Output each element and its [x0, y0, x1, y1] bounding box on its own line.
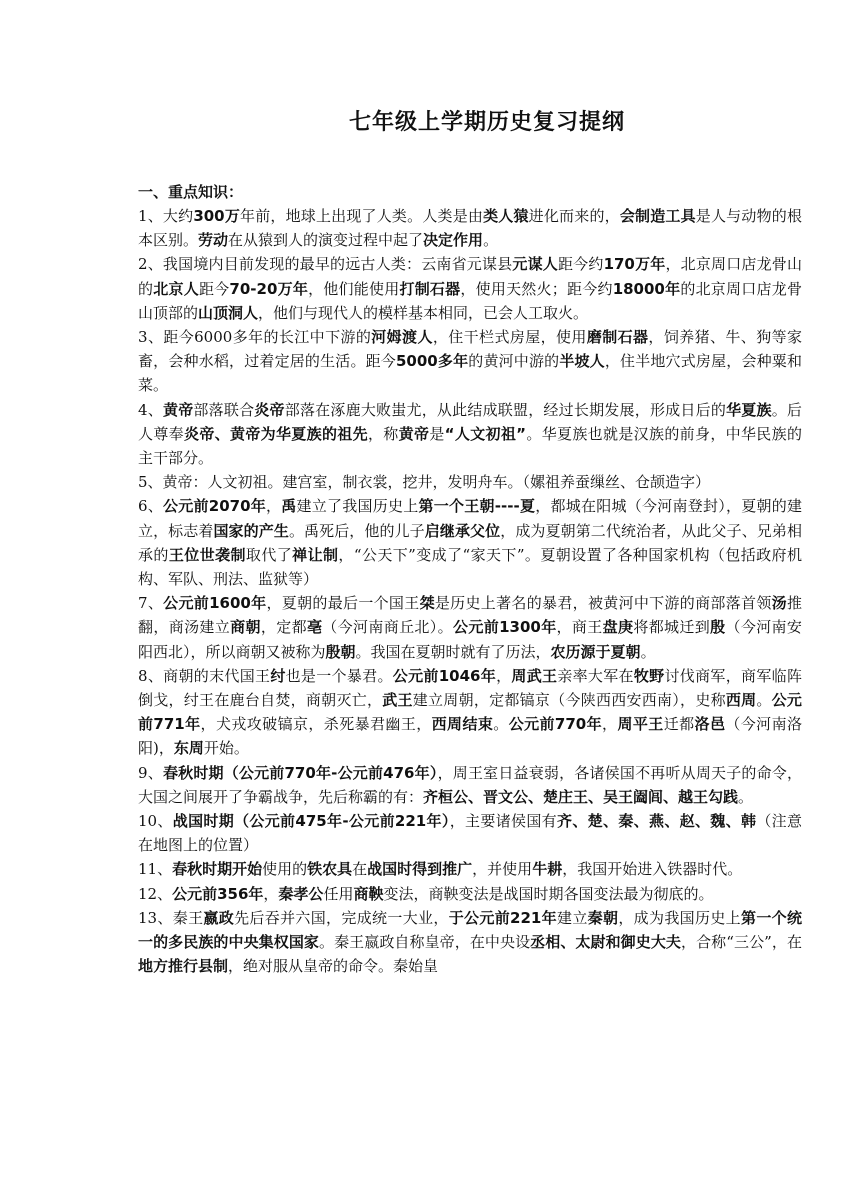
bold-text: 商鞅	[353, 884, 384, 903]
bold-text: 类人猿	[483, 207, 529, 225]
bold-text: 半坡人	[559, 352, 605, 371]
text-run: ，“公天下”变成了“家天下”。夏朝设置了各种国家机构（包括政府机构、军队、刑法、监狱等）	[138, 545, 802, 589]
bold-text: 河姆渡人	[371, 328, 433, 347]
text-run: 。秦王嬴政自称皇帝，在中央设	[319, 933, 531, 952]
text-run: 。	[483, 231, 499, 250]
bold-text: 齐桓公、晋文公、楚庄王、吴王阖闾、越王勾践	[423, 787, 739, 806]
bold-text: 于公元前221年	[448, 908, 557, 927]
bold-text: 黄帝	[398, 424, 430, 443]
bold-text: 黄帝	[162, 400, 194, 419]
text-run: 开始。	[203, 739, 249, 758]
bold-text: “人文初祖”	[444, 424, 527, 443]
text-run: （今河南洛阳)，	[138, 715, 802, 758]
bold-text: 公元前771年	[138, 691, 802, 734]
text-run: 。华夏族也就是汉族的前身，中华民族的主干部分。	[138, 424, 802, 468]
text-run: 的北京周口店龙骨山顶部的	[138, 279, 802, 322]
bold-text: 西周结束	[431, 715, 494, 734]
text-run: 任用	[323, 884, 354, 903]
text-run: 建立	[557, 908, 588, 927]
text-run: ，都城在阳城（今河南登封），夏朝的建立，标志着	[138, 497, 802, 540]
item-list	[138, 204, 802, 979]
bold-text: 汤	[771, 594, 787, 613]
text-run: ，北京周口店龙骨山的	[138, 255, 802, 298]
bold-text: 炎帝、黄帝为华夏族的祖先	[184, 424, 368, 443]
list-item	[138, 398, 802, 471]
text-run: 的黄河中游的	[468, 352, 560, 371]
text-run: 建立周朝，定都镐京（今陕西西安西南），史称	[412, 691, 726, 710]
bold-text: 秦孝公	[278, 884, 324, 903]
bold-text: 亳	[306, 618, 323, 637]
text-run: 13、秦王	[138, 908, 204, 927]
bold-text: 公元前2070年	[163, 497, 267, 516]
text-run: 部落在涿鹿大败蚩尤，从此结成联盟，经过长期发展，形成日后的	[284, 400, 727, 419]
list-item	[138, 809, 802, 857]
text-run: ，	[263, 884, 279, 903]
text-run: 使用的	[262, 860, 308, 879]
bold-text: 公元前1300年	[453, 618, 557, 637]
bold-text: 战国时期（公元前475年-公元前221年）	[172, 812, 450, 831]
bold-text: 禅让制	[292, 545, 339, 564]
text-run: 迁都	[663, 715, 695, 734]
text-run: （今河南安阳西北），所以商朝又被称为	[138, 618, 802, 661]
text-run: ，成为我国历史上	[618, 908, 741, 927]
text-run: ，商王	[556, 618, 603, 637]
bold-text: 盘庚	[602, 618, 634, 637]
text-run: 6、	[138, 497, 164, 516]
bold-text: 嬴政	[203, 908, 235, 927]
text-run: ，饲养猪、牛、狗等家畜，会种水稻，过着定居的生活。距今	[138, 328, 802, 371]
bold-text: 牛耕	[532, 860, 563, 879]
text-run: ，称	[367, 424, 399, 443]
bold-text: 公元前356年	[172, 884, 264, 903]
text-run: 建立了我国历史上	[296, 497, 419, 516]
text-run: ，夏朝的最后一个国王	[266, 594, 420, 613]
list-item	[138, 761, 802, 809]
text-run: 10、	[138, 812, 173, 831]
bold-text: 周平王	[617, 715, 664, 734]
bold-text: 170万年	[603, 255, 666, 274]
bold-text: 武王	[382, 691, 413, 710]
text-run: 11、	[138, 860, 173, 879]
bold-text: 殷朝	[325, 642, 356, 661]
text-run: 。	[640, 642, 656, 661]
bold-text: 公元前1600年	[163, 594, 267, 613]
bold-text: 公元前1046年	[392, 666, 497, 685]
document-page	[138, 0, 802, 979]
text-run: 。	[738, 787, 754, 806]
bold-text: 决定作用	[423, 231, 484, 250]
bold-text: 300万	[193, 207, 241, 225]
text-run: 12、	[138, 884, 173, 903]
bold-text: 春秋时期（公元前770年-公元前476年）	[162, 763, 438, 782]
text-run: 将都城迁到	[633, 618, 711, 637]
bold-text: 北京人	[153, 279, 199, 298]
text-run: 。	[756, 691, 772, 710]
bold-text: 洛邑	[694, 715, 726, 734]
text-run: 7、	[138, 594, 164, 613]
bold-text: 铁农具	[307, 860, 353, 879]
text-run: 先后吞并六国，完成统一大业，	[234, 908, 449, 927]
list-item	[138, 470, 802, 494]
text-run: 2、我国境内目前发现的最早的远古人类：云南省元谋县	[138, 255, 513, 274]
text-run: 。	[493, 715, 509, 734]
page-title: 七年级上学期历史复习提纲	[348, 110, 625, 135]
bold-text: 山顶洞人	[198, 303, 259, 322]
list-item	[138, 857, 802, 881]
list-item	[138, 494, 802, 591]
bold-text: 秦朝	[587, 908, 619, 927]
list-item	[138, 664, 802, 761]
bold-text: 5000多年	[395, 352, 469, 371]
text-run: 也是一个暴君。	[285, 666, 393, 685]
bold-text: 第一个统一的多民族的中央集权国家	[138, 908, 802, 952]
text-run: ，合称“三公”，在	[680, 933, 802, 952]
text-run: 8、商朝的末代国王	[138, 666, 271, 685]
text-run: 部落联合	[193, 400, 255, 419]
text-run: 讨伐商军，商军临阵倒戈，纣王在鹿台自焚，商朝灭亡，	[138, 666, 802, 710]
bold-text: 农历源于夏朝	[550, 642, 641, 661]
text-run: 是历史上著名的暴君，被黄河中下游的商部落首领	[434, 594, 772, 613]
text-run: 是人与动物的根本区别。	[138, 207, 802, 250]
list-item	[138, 204, 802, 252]
bold-text: 会制造工具	[619, 207, 696, 225]
text-run: 在从猿到人的演变过程中起了	[228, 231, 424, 250]
bold-text: 春秋时期开始	[172, 860, 263, 879]
text-run: 5、黄帝：人文初祖。建宫室，制衣裳，挖井，发明舟车。（嫘祖养蚕缫丝、仓颉造字）	[138, 473, 711, 492]
text-run: 距今约	[557, 255, 604, 274]
bold-text: 元谋人	[512, 255, 558, 274]
text-run: 年前，地球上出现了人类。人类是由	[240, 207, 484, 225]
text-run: 进化而来的，	[528, 207, 620, 225]
list-item	[138, 252, 802, 325]
bold-text: 启继承父位	[424, 521, 501, 540]
text-run: 距今	[198, 279, 230, 298]
text-run: ，成为夏朝第二代统治者，从此父子、兄弟相承的	[138, 521, 802, 564]
bold-text: 磨制石器	[586, 328, 649, 347]
bold-text: 劳动	[198, 231, 229, 250]
list-item	[138, 906, 802, 979]
text-run: ，住干栏式房屋，使用	[432, 328, 587, 347]
bold-text: 18000年	[612, 279, 681, 298]
text-run: 在	[352, 860, 368, 879]
text-run: ，	[496, 666, 512, 685]
bold-text: 西周	[725, 691, 757, 710]
bold-text: 华夏族	[726, 400, 772, 419]
text-run: ，住半地穴式房屋，会种粟和菜。	[138, 352, 802, 395]
list-item	[138, 882, 802, 906]
text-run: ，	[602, 715, 618, 734]
text-run: ，我国开始进入铁器时代。	[562, 860, 743, 879]
text-run: 变法，商鞅变法是战国时期各国变法最为彻底的。	[383, 884, 714, 903]
text-run: （注意在地图上的位置）	[138, 812, 802, 855]
text-run: 。我国在夏朝时就有了历法，	[355, 642, 551, 661]
bold-text: 第一个王朝----夏	[418, 497, 536, 516]
bold-text: 齐、楚、秦、燕、赵、魏、韩	[557, 812, 757, 831]
bold-text: 纣	[270, 666, 286, 685]
bold-text: 禹	[281, 497, 297, 516]
text-run: ，	[266, 497, 282, 516]
text-run: 9、	[138, 763, 163, 782]
bold-text: 殷	[710, 618, 726, 637]
bold-text: 商朝	[230, 618, 261, 637]
bold-text: 东周	[173, 739, 204, 758]
text-run: 取代了	[245, 545, 293, 564]
bold-text: 炎帝	[254, 400, 285, 419]
text-run: 1、大约	[138, 207, 194, 225]
text-run: ，绝对服从皇帝的命令。秦始皇	[228, 957, 439, 976]
text-run: 。后人尊奉	[138, 400, 802, 443]
bold-text: 70-20万年	[229, 279, 309, 298]
list-item	[138, 591, 802, 664]
list-item	[138, 325, 802, 398]
section-heading: 一、重点知识：	[138, 183, 244, 201]
text-run: ，并使用	[472, 860, 533, 879]
text-run: ，定都	[260, 618, 307, 637]
bold-text: 牧野	[633, 666, 665, 685]
bold-text: 国家的产生	[213, 521, 289, 540]
bold-text: 王位世袭制	[168, 545, 246, 564]
text-run: （今河南商丘北）。	[322, 618, 454, 637]
bold-text: 打制石器	[399, 279, 461, 298]
text-run: 推翻，商汤建立	[138, 594, 802, 637]
text-run: ，犬戎攻破镐京，杀死暴君幽王，	[200, 715, 432, 734]
text-run: 是	[429, 424, 445, 443]
bold-text: 丞相、太尉和御史大夫	[530, 933, 681, 952]
text-run: 4、	[138, 400, 163, 419]
text-run: 3、距今6000多年的长江中下游的	[138, 328, 372, 347]
bold-text: 地方推行县制	[138, 957, 229, 976]
bold-text: 周武王	[511, 666, 558, 685]
text-run: ，周王室日益衰弱，各诸侯国不再听从周天子的命令，大国之间展开了争霸战争，先后称霸的有：	[138, 763, 802, 806]
text-run: 亲率大军在	[557, 666, 634, 685]
bold-text: 公元前770年	[508, 715, 603, 734]
bold-text: 战国时得到推广	[367, 860, 473, 879]
bold-text: 桀	[419, 594, 435, 613]
text-run: ，主要诸侯国有	[449, 812, 558, 831]
text-run: ，他们与现代人的模样基本相同，已会人工取火。	[258, 303, 589, 322]
text-run: ，使用天然火；距今约	[460, 279, 613, 298]
text-run: ，他们能使用	[308, 279, 400, 298]
text-run: 。禹死后，他的儿子	[288, 521, 425, 540]
